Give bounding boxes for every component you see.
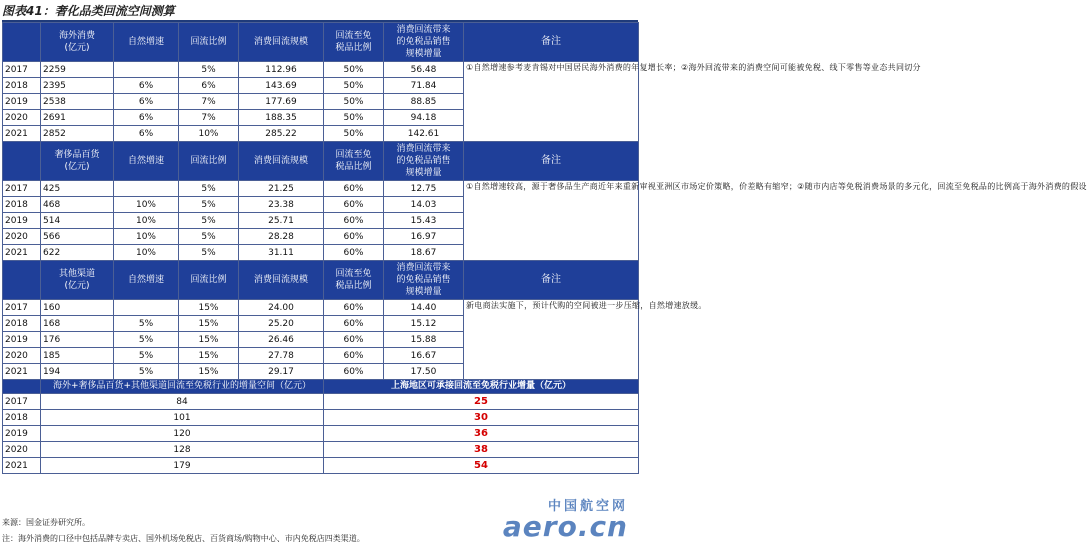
base-cell: 168: [41, 316, 114, 332]
summary-row: [3, 442, 639, 458]
duty-ratio-cell: 50%: [324, 110, 384, 126]
column-header: 自然增速: [114, 142, 179, 181]
column-header: 回流比例: [179, 23, 239, 62]
figure-title: 图表41：奢化品类回流空间测算: [2, 2, 638, 22]
increment-cell: 17.50: [384, 364, 464, 380]
base-cell: 194: [41, 364, 114, 380]
watermark-logo: [503, 500, 628, 541]
year-cell: 2021: [3, 458, 41, 474]
year-cell: 2017: [3, 394, 41, 410]
increment-cell: 16.97: [384, 229, 464, 245]
increment-cell: 14.03: [384, 197, 464, 213]
growth-cell: 6%: [114, 94, 179, 110]
column-header: 消费回流带来 的免税品销售 规模增量: [384, 261, 464, 300]
growth-cell: 5%: [114, 364, 179, 380]
duty-ratio-cell: 60%: [324, 364, 384, 380]
year-header-blank: [3, 23, 41, 62]
column-header: 消费回流带来 的免税品销售 规模增量: [384, 142, 464, 181]
ratio-cell: 15%: [179, 364, 239, 380]
ratio-cell: 15%: [179, 348, 239, 364]
ratio-cell: 10%: [179, 126, 239, 142]
column-header: 回流至免 税品比例: [324, 23, 384, 62]
year-cell: 2017: [3, 62, 41, 78]
increment-cell: 88.85: [384, 94, 464, 110]
note-header: 备注: [464, 23, 639, 62]
ratio-cell: 15%: [179, 332, 239, 348]
shanghai-increment-cell: 30: [324, 410, 639, 426]
scale-cell: 21.25: [239, 181, 324, 197]
ratio-cell: 7%: [179, 94, 239, 110]
growth-cell: [114, 181, 179, 197]
growth-cell: 5%: [114, 316, 179, 332]
growth-cell: 10%: [114, 213, 179, 229]
ratio-cell: 5%: [179, 229, 239, 245]
increment-cell: 15.12: [384, 316, 464, 332]
ratio-cell: 5%: [179, 213, 239, 229]
section-header-row: [3, 142, 639, 181]
ratio-cell: 15%: [179, 300, 239, 316]
column-header: 自然增速: [114, 261, 179, 300]
growth-cell: 6%: [114, 78, 179, 94]
increment-cell: 71.84: [384, 78, 464, 94]
total-increment-cell: 84: [41, 394, 324, 410]
growth-cell: 10%: [114, 197, 179, 213]
duty-ratio-cell: 60%: [324, 229, 384, 245]
year-cell: 2018: [3, 410, 41, 426]
estimate-table: [2, 22, 1087, 474]
base-cell: 514: [41, 213, 114, 229]
year-cell: 2018: [3, 197, 41, 213]
column-header: 消费回流带来 的免税品销售 规模增量: [384, 23, 464, 62]
column-header: 回流至免 税品比例: [324, 142, 384, 181]
column-header: 消费回流规模: [239, 261, 324, 300]
growth-cell: [114, 300, 179, 316]
duty-ratio-cell: 50%: [324, 94, 384, 110]
base-cell: 2259: [41, 62, 114, 78]
column-header: 奢侈品百货 (亿元): [41, 142, 114, 181]
increment-cell: 14.40: [384, 300, 464, 316]
year-header-blank: [3, 261, 41, 300]
base-cell: 468: [41, 197, 114, 213]
summary-row: [3, 394, 639, 410]
shanghai-increment-cell: 54: [324, 458, 639, 474]
duty-ratio-cell: 50%: [324, 78, 384, 94]
shanghai-increment-cell: 38: [324, 442, 639, 458]
growth-cell: 5%: [114, 332, 179, 348]
ratio-cell: 5%: [179, 245, 239, 261]
duty-ratio-cell: 50%: [324, 126, 384, 142]
increment-cell: 12.75: [384, 181, 464, 197]
ratio-cell: 5%: [179, 197, 239, 213]
total-increment-cell: 101: [41, 410, 324, 426]
increment-cell: 15.88: [384, 332, 464, 348]
scale-cell: 143.69: [239, 78, 324, 94]
duty-ratio-cell: 60%: [324, 348, 384, 364]
scale-cell: 112.96: [239, 62, 324, 78]
column-header: 回流比例: [179, 142, 239, 181]
duty-ratio-cell: 60%: [324, 213, 384, 229]
note-header: 备注: [464, 142, 639, 181]
year-cell: 2019: [3, 426, 41, 442]
ratio-cell: 7%: [179, 110, 239, 126]
scale-cell: 27.78: [239, 348, 324, 364]
total-increment-cell: 128: [41, 442, 324, 458]
total-increment-cell: 120: [41, 426, 324, 442]
scale-cell: 177.69: [239, 94, 324, 110]
summary-row: [3, 426, 639, 442]
column-header: 其他渠道 (亿元): [41, 261, 114, 300]
scale-cell: 29.17: [239, 364, 324, 380]
summary-header-row: [3, 380, 639, 394]
base-cell: 566: [41, 229, 114, 245]
note-cell: ①自然增速参考麦肯锡对中国居民海外消费的年复增长率；②海外回流带来的消费空间可能被免税、线下零售等业态共同切分: [464, 62, 639, 142]
ratio-cell: 15%: [179, 316, 239, 332]
scale-cell: 188.35: [239, 110, 324, 126]
growth-cell: 10%: [114, 245, 179, 261]
ratio-cell: 5%: [179, 62, 239, 78]
note-cell: ①自然增速较高，源于奢侈品生产商近年来重新审视亚洲区市场定价策略，价差略有缩窄；②随市内店等免税消费场景的多元化，回流至免税品的比例高于海外消费的假设: [464, 181, 639, 261]
year-cell: 2020: [3, 442, 41, 458]
shanghai-increment-cell: 25: [324, 394, 639, 410]
column-header: 回流至免 税品比例: [324, 261, 384, 300]
increment-cell: 15.43: [384, 213, 464, 229]
base-cell: 2538: [41, 94, 114, 110]
increment-cell: 16.67: [384, 348, 464, 364]
summary-right-header: 上海地区可承接回流至免税行业增量（亿元）: [324, 380, 639, 394]
duty-ratio-cell: 60%: [324, 181, 384, 197]
note-cell: 新电商法实施下，预计代购的空间被进一步压缩，自然增速放缓。: [464, 300, 639, 380]
scale-cell: 285.22: [239, 126, 324, 142]
source-line: 来源：国金证券研究所。: [2, 518, 90, 527]
scale-cell: 28.28: [239, 229, 324, 245]
column-header: 消费回流规模: [239, 142, 324, 181]
base-cell: 425: [41, 181, 114, 197]
note-header: 备注: [464, 261, 639, 300]
column-header: 消费回流规模: [239, 23, 324, 62]
summary-left-header: 海外+奢侈品百货+其他渠道回流至免税行业的增量空间（亿元）: [41, 380, 324, 394]
increment-cell: 142.61: [384, 126, 464, 142]
ratio-cell: 6%: [179, 78, 239, 94]
shanghai-increment-cell: 36: [324, 426, 639, 442]
summary-row: [3, 410, 639, 426]
duty-ratio-cell: 50%: [324, 62, 384, 78]
growth-cell: 6%: [114, 110, 179, 126]
year-cell: 2017: [3, 300, 41, 316]
year-cell: 2020: [3, 229, 41, 245]
base-cell: 2395: [41, 78, 114, 94]
increment-cell: 56.48: [384, 62, 464, 78]
column-header: 自然增速: [114, 23, 179, 62]
base-cell: 622: [41, 245, 114, 261]
base-cell: 176: [41, 332, 114, 348]
duty-ratio-cell: 60%: [324, 300, 384, 316]
year-cell: 2020: [3, 348, 41, 364]
increment-cell: 94.18: [384, 110, 464, 126]
year-cell: 2018: [3, 78, 41, 94]
summary-row: [3, 458, 639, 474]
base-cell: 185: [41, 348, 114, 364]
ratio-cell: 5%: [179, 181, 239, 197]
duty-ratio-cell: 60%: [324, 197, 384, 213]
year-header-blank: [3, 142, 41, 181]
scale-cell: 31.11: [239, 245, 324, 261]
table-row: [3, 300, 639, 316]
watermark-cn: 中国航空网: [547, 499, 628, 514]
scale-cell: 23.38: [239, 197, 324, 213]
year-cell: 2021: [3, 126, 41, 142]
year-cell: 2021: [3, 245, 41, 261]
year-cell: 2018: [3, 316, 41, 332]
base-cell: 2852: [41, 126, 114, 142]
growth-cell: 5%: [114, 348, 179, 364]
duty-ratio-cell: 60%: [324, 245, 384, 261]
table-row: [3, 181, 639, 197]
year-cell: 2017: [3, 181, 41, 197]
column-header: 回流比例: [179, 261, 239, 300]
table-row: [3, 62, 639, 78]
year-cell: 2019: [3, 332, 41, 348]
growth-cell: [114, 62, 179, 78]
scale-cell: 24.00: [239, 300, 324, 316]
year-cell: 2020: [3, 110, 41, 126]
growth-cell: 6%: [114, 126, 179, 142]
increment-cell: 18.67: [384, 245, 464, 261]
year-cell: 2021: [3, 364, 41, 380]
scale-cell: 25.71: [239, 213, 324, 229]
base-cell: 2691: [41, 110, 114, 126]
duty-ratio-cell: 60%: [324, 332, 384, 348]
year-header-blank: [3, 380, 41, 394]
year-cell: 2019: [3, 213, 41, 229]
section-header-row: [3, 261, 639, 300]
scale-cell: 26.46: [239, 332, 324, 348]
total-increment-cell: 179: [41, 458, 324, 474]
footnote-line: 注：海外消费的口径中包括品牌专卖店、国外机场免税店、百货商场/购物中心、市内免税店四类渠道。: [2, 534, 365, 543]
base-cell: 160: [41, 300, 114, 316]
column-header: 海外消费 (亿元): [41, 23, 114, 62]
duty-ratio-cell: 60%: [324, 316, 384, 332]
scale-cell: 25.20: [239, 316, 324, 332]
growth-cell: 10%: [114, 229, 179, 245]
year-cell: 2019: [3, 94, 41, 110]
watermark-en: aero.cn: [502, 510, 628, 543]
section-header-row: [3, 23, 639, 62]
